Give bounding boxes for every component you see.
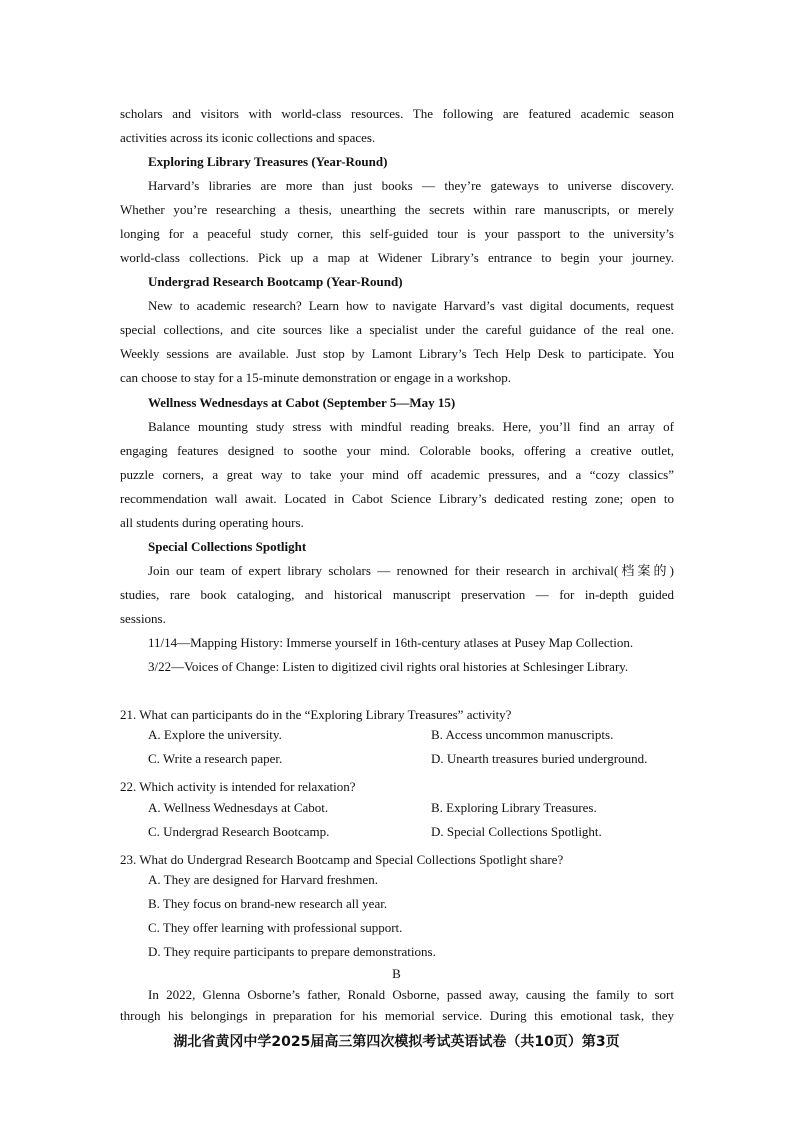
- question-21-option-c: C. Write a research paper.: [148, 751, 283, 766]
- paragraph-line: can choose to stay for a 15-minute demonstration or engage in a workshop.: [120, 370, 511, 385]
- question-22-option-b: B. Exploring Library Treasures.: [431, 800, 597, 815]
- question-21-option-a: A. Explore the university.: [148, 727, 282, 742]
- question-22-option-d: D. Special Collections Spotlight.: [431, 824, 602, 839]
- question-23-option-a: A. They are designed for Harvard freshmen.: [148, 872, 379, 887]
- paragraph-line: Harvard’s libraries are more than just books — they’re gateways to universe discovery.: [148, 178, 674, 193]
- question-21-option-d: D. Unearth treasures buried underground.: [431, 751, 648, 766]
- question-23-option-c: C. They offer learning with professional support.: [148, 920, 403, 935]
- paragraph-line: Balance mounting study stress with mindful reading breaks. Here, you’ll find an array of: [148, 419, 674, 434]
- passage-b-label: B: [392, 966, 401, 981]
- paragraph-line: New to academic research? Learn how to navigate Harvard’s vast digital documents, request: [148, 298, 674, 313]
- paragraph-line: engaging features designed to soothe your mind. Colorable books, offering a creative outlet,: [120, 443, 674, 458]
- intro-line: scholars and visitors with world-class resources. The following are featured academic season: [120, 106, 674, 121]
- paragraph-line: studies, rare book cataloging, and historical manuscript preservation — for in-depth guided: [120, 587, 674, 602]
- paragraph-line: special collections, and cite sources like a specialist under the careful guidance of the real one.: [120, 322, 674, 337]
- section-heading-wellness: Wellness Wednesdays at Cabot (September 5—May 15): [148, 395, 456, 410]
- intro-line: activities across its iconic collections and spaces.: [120, 130, 376, 145]
- question-21-stem: 21. What can participants do in the “Exploring Library Treasures” activity?: [120, 707, 512, 722]
- event-item: 3/22—Voices of Change: Listen to digitized civil rights oral histories at Schlesinger Library.: [148, 659, 629, 674]
- question-22-stem: 22. Which activity is intended for relaxation?: [120, 779, 356, 794]
- section-heading-bootcamp: Undergrad Research Bootcamp (Year-Round): [148, 274, 403, 289]
- section-heading-special-collections: Special Collections Spotlight: [148, 539, 307, 554]
- paragraph-line: all students during operating hours.: [120, 515, 304, 530]
- paragraph-line: through his belongings in preparation for his memorial service. During this emotional task, they: [120, 1008, 674, 1023]
- question-22-option-a: A. Wellness Wednesdays at Cabot.: [148, 800, 329, 815]
- paragraph-line: puzzle corners, a great way to take your mind off academic pressures, and a “cozy classics”: [120, 467, 674, 482]
- event-item: 11/14—Mapping History: Immerse yourself in 16th-century atlases at Pusey Map Collection.: [148, 635, 634, 650]
- paragraph-line: Whether you’re researching a thesis, unearthing the secrets within rare manuscripts, or merely: [120, 202, 674, 217]
- question-23-option-b: B. They focus on brand-new research all year.: [148, 896, 388, 911]
- paragraph-line: Join our team of expert library scholars — renowned for their research in archival(档案的): [148, 563, 674, 578]
- paragraph-line: In 2022, Glenna Osborne’s father, Ronald Osborne, passed away, causing the family to sort: [148, 987, 674, 1002]
- paragraph-line: Weekly sessions are available. Just stop by Lamont Library’s Tech Help Desk to participate. You: [120, 346, 674, 361]
- question-23-stem: 23. What do Undergrad Research Bootcamp and Special Collections Spotlight share?: [120, 852, 564, 867]
- question-21-option-b: B. Access uncommon manuscripts.: [431, 727, 614, 742]
- paragraph-line: longing for a peaceful study corner, this self-guided tour is your passport to the university’s: [120, 226, 674, 241]
- paragraph-line: sessions.: [120, 611, 166, 626]
- section-heading-exploring: Exploring Library Treasures (Year-Round): [148, 154, 388, 169]
- question-23-option-d: D. They require participants to prepare demonstrations.: [148, 944, 436, 959]
- paragraph-line: world-class collections. Pick up a map at Widener Library’s entrance to begin your journey.: [120, 250, 674, 265]
- paragraph-line: recommendation wall await. Located in Cabot Science Library’s dedicated resting zone; open to: [120, 491, 674, 506]
- page-footer: 湖北省黄冈中学2025届高三第四次模拟考试英语试卷（共10页）第3页: [173, 1034, 620, 1050]
- question-22-option-c: C. Undergrad Research Bootcamp.: [148, 824, 330, 839]
